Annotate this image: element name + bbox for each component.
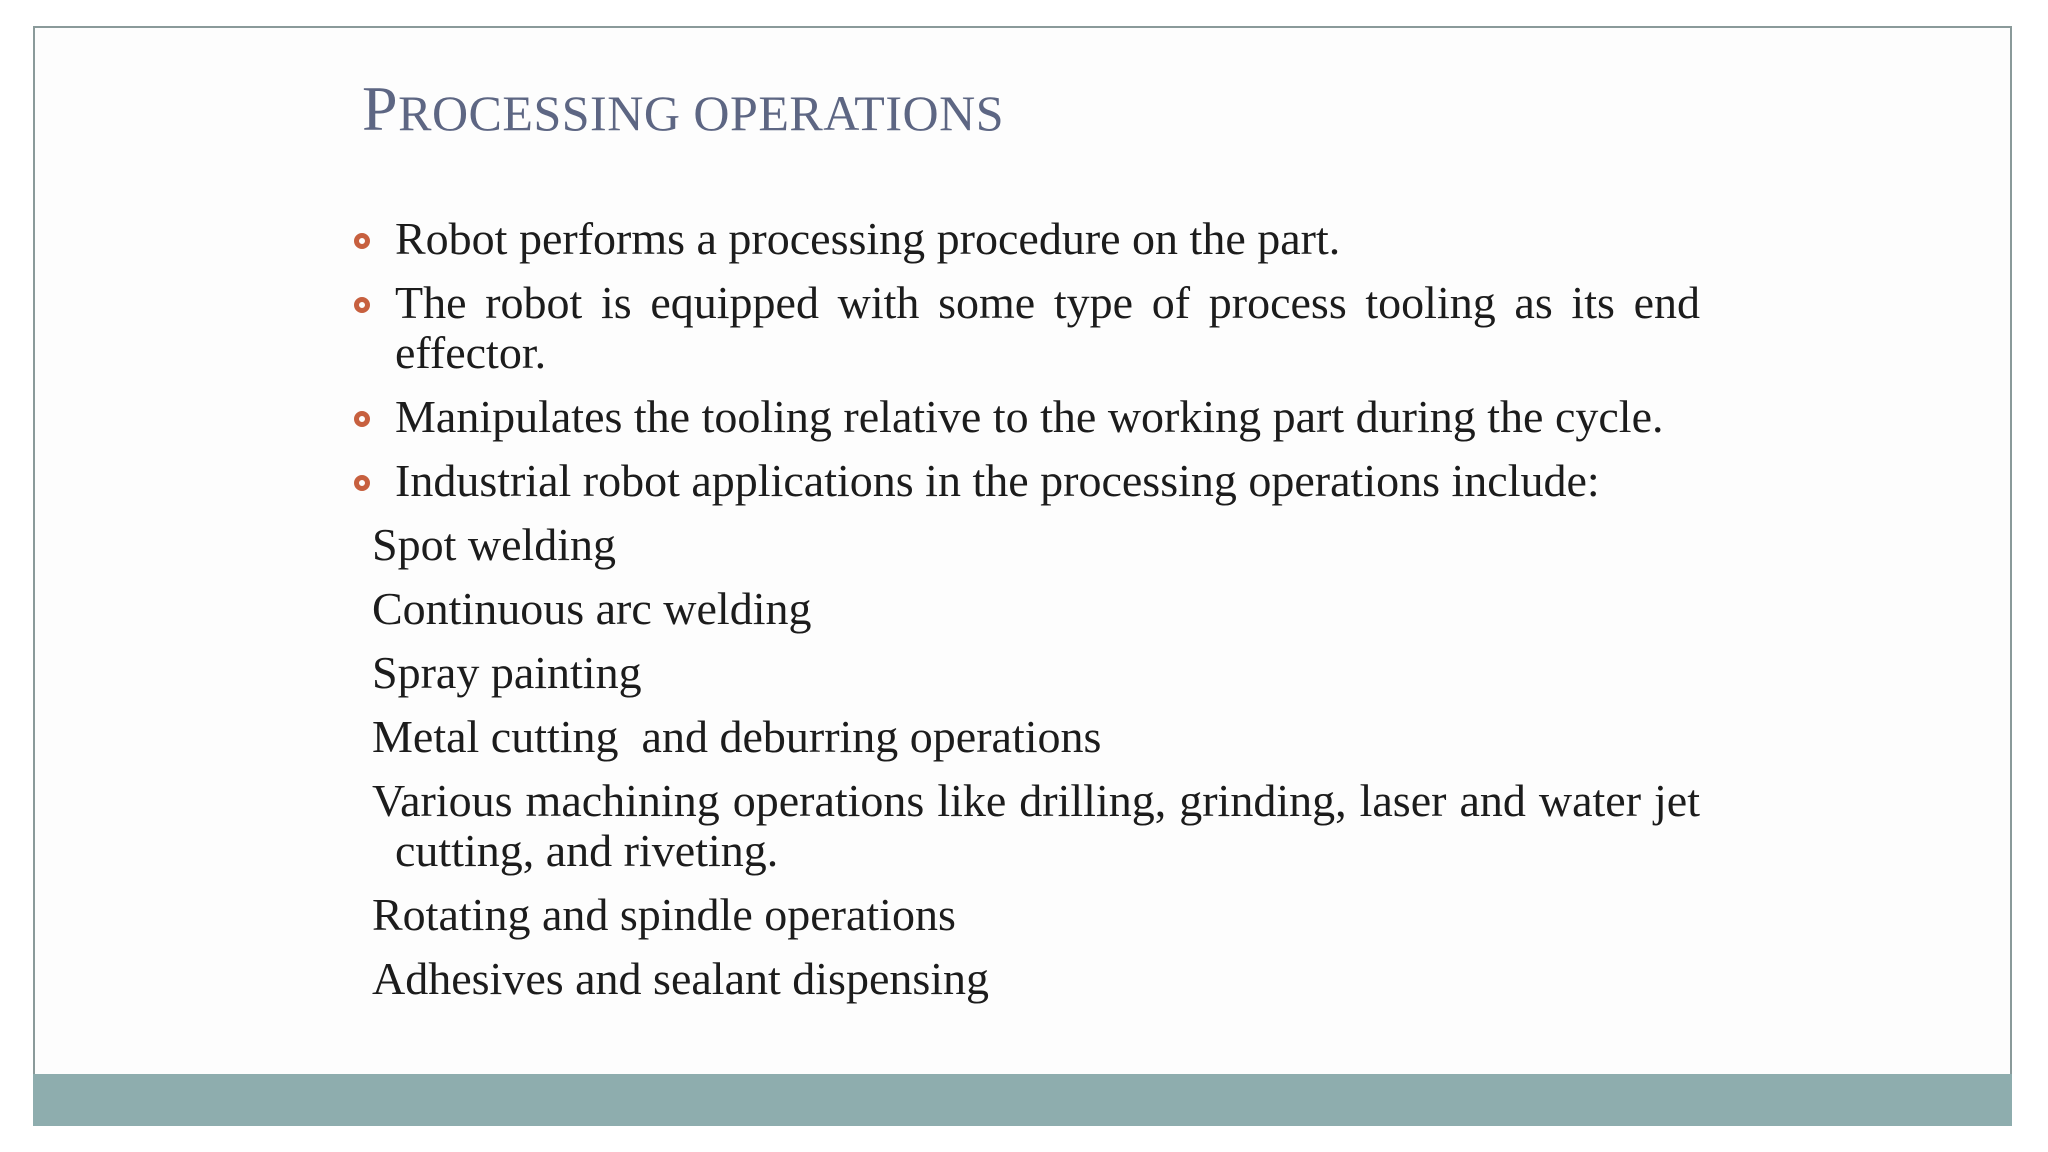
- footer-band: [33, 1074, 2012, 1126]
- bullet-text: The robot is equipped with some type of process tooling as its end effector.: [395, 277, 1700, 378]
- application-item: Continuous arc welding: [372, 583, 812, 634]
- application-item: Adhesives and sealant dispensing: [372, 953, 990, 1004]
- slide-content: [350, 214, 1700, 1018]
- slide-title-rest: ROCESSING OPERATIONS: [398, 85, 1005, 141]
- ring-bullet-icon: [354, 411, 370, 427]
- bullet-text: Industrial robot applications in the processing operations include:: [395, 455, 1600, 506]
- bullet-item: [350, 392, 1700, 442]
- ring-bullet-icon: [354, 475, 370, 491]
- bullet-text: Robot performs a processing procedure on the part.: [395, 213, 1341, 264]
- application-item: Various machining operations like drilling, grinding, laser and water jet cutting, and riveting.: [372, 775, 1700, 876]
- slide-title: [362, 72, 1004, 146]
- bullet-text: Manipulates the tooling relative to the working part during the cycle.: [395, 391, 1664, 442]
- application-item: Metal cutting and deburring operations: [372, 711, 1102, 762]
- bullet-item: [350, 278, 1700, 378]
- bullet-item: [350, 214, 1700, 264]
- application-item: Spot welding: [372, 519, 617, 570]
- application-item: Rotating and spindle operations: [372, 889, 956, 940]
- ring-bullet-icon: [354, 297, 370, 313]
- slide-title-initial: P: [362, 73, 399, 144]
- ring-bullet-icon: [354, 233, 370, 249]
- bullet-item: [350, 456, 1700, 506]
- application-item: Spray painting: [372, 647, 642, 698]
